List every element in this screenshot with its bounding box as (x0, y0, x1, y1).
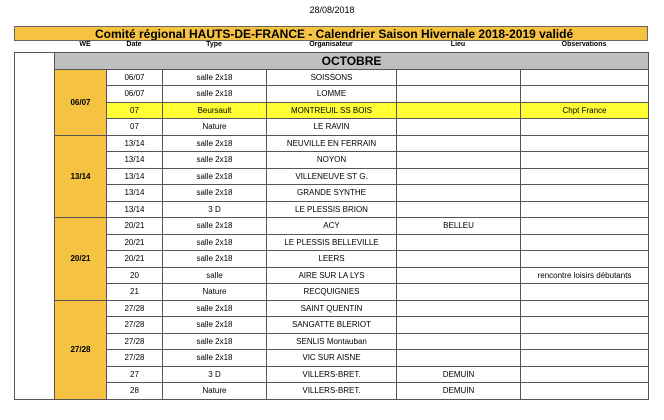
cell-type: salle (163, 267, 267, 284)
print-date: 28/08/2018 (309, 5, 355, 15)
weekend-label: 20/21 (55, 218, 107, 301)
month-row (15, 53, 649, 70)
cell-date: 13/14 (107, 201, 163, 218)
cell-date: 20/21 (107, 234, 163, 251)
cell-lieu (397, 152, 521, 169)
cell-type: salle 2x18 (163, 317, 267, 334)
cell-date: 27/28 (107, 350, 163, 367)
cell-type: Nature (163, 284, 267, 301)
cell-observations (521, 383, 649, 400)
cell-lieu: DEMUIN (397, 366, 521, 383)
cell-lieu (397, 350, 521, 367)
cell-observations: Chpt France (521, 102, 649, 119)
cell-organisateur: NEUVILLE EN FERRAIN (267, 135, 397, 152)
cell-type: Beursault (163, 102, 267, 119)
cell-observations (521, 135, 649, 152)
cell-type: salle 2x18 (163, 350, 267, 367)
cell-date: 20/21 (107, 251, 163, 268)
cell-organisateur: VILLERS-BRET. (267, 366, 397, 383)
cell-organisateur: LE PLESSIS BRION (267, 201, 397, 218)
cell-observations: rencontre loisirs débutants (521, 267, 649, 284)
cell-date: 13/14 (107, 135, 163, 152)
cell-type: Nature (163, 119, 267, 136)
cell-organisateur: LOMME (267, 86, 397, 103)
header-date: Date (126, 41, 142, 48)
table-row (15, 366, 649, 383)
cell-date: 27/28 (107, 300, 163, 317)
cell-observations (521, 185, 649, 202)
table-row (15, 185, 649, 202)
cell-type: salle 2x18 (163, 218, 267, 235)
cell-lieu: DEMUIN (397, 383, 521, 400)
cell-type: salle 2x18 (163, 333, 267, 350)
cell-lieu (397, 284, 521, 301)
cell-type: Nature (163, 383, 267, 400)
cell-lieu: BELLEU (397, 218, 521, 235)
cell-type: salle 2x18 (163, 69, 267, 86)
cell-type: salle 2x18 (163, 135, 267, 152)
table-row (15, 234, 649, 251)
cell-observations (521, 168, 649, 185)
cell-date: 27/28 (107, 317, 163, 334)
calendar-title: Comité régional HAUTS-DE-FRANCE - Calendrier Saison Hivernale 2018-2019 validé (14, 26, 648, 41)
cell-organisateur: RECQUIGNIES (267, 284, 397, 301)
cell-date: 20/21 (107, 218, 163, 235)
cell-date: 06/07 (107, 69, 163, 86)
cell-lieu (397, 234, 521, 251)
cell-lieu (397, 135, 521, 152)
header-we: WE (79, 41, 91, 48)
table-row (15, 168, 649, 185)
cell-observations (521, 317, 649, 334)
cell-organisateur: LE PLESSIS BELLEVILLE (267, 234, 397, 251)
table-row (15, 383, 649, 400)
cell-date: 21 (107, 284, 163, 301)
cell-lieu (397, 317, 521, 334)
cell-date: 07 (107, 102, 163, 119)
table-row (15, 284, 649, 301)
cell-observations (521, 201, 649, 218)
cell-organisateur: VILLENEUVE ST G. (267, 168, 397, 185)
table-row (15, 152, 649, 169)
table-row (15, 119, 649, 136)
cell-organisateur: VIC SUR AISNE (267, 350, 397, 367)
calendar-table (14, 52, 649, 400)
cell-lieu (397, 102, 521, 119)
table-row (15, 135, 649, 152)
cell-organisateur: ACY (267, 218, 397, 235)
table-row (15, 86, 649, 103)
cell-lieu (397, 267, 521, 284)
cell-organisateur: LEERS (267, 251, 397, 268)
table-row (15, 300, 649, 317)
cell-date: 13/14 (107, 168, 163, 185)
cell-date: 06/07 (107, 86, 163, 103)
cell-organisateur: SENLIS Montauban (267, 333, 397, 350)
cell-lieu (397, 185, 521, 202)
month-label: OCTOBRE (55, 53, 649, 70)
cell-lieu (397, 300, 521, 317)
cell-type: salle 2x18 (163, 234, 267, 251)
cell-organisateur: MONTREUIL SS BOIS (267, 102, 397, 119)
cell-type: salle 2x18 (163, 152, 267, 169)
cell-date: 20 (107, 267, 163, 284)
cell-organisateur: AIRE SUR LA LYS (267, 267, 397, 284)
cell-date: 13/14 (107, 152, 163, 169)
cell-organisateur: GRANDE SYNTHE (267, 185, 397, 202)
cell-date: 07 (107, 119, 163, 136)
cell-organisateur: SAINT QUENTIN (267, 300, 397, 317)
cell-observations (521, 333, 649, 350)
table-row (15, 333, 649, 350)
cell-date: 27/28 (107, 333, 163, 350)
cell-organisateur: SOISSONS (267, 69, 397, 86)
cell-observations (521, 284, 649, 301)
table-row (15, 251, 649, 268)
header-lieu: Lieu (450, 41, 466, 48)
cell-observations (521, 218, 649, 235)
weekend-label: 06/07 (55, 69, 107, 135)
cell-observations (521, 366, 649, 383)
cell-lieu (397, 69, 521, 86)
cell-type: 3 D (163, 201, 267, 218)
cell-lieu (397, 119, 521, 136)
cell-observations (521, 69, 649, 86)
left-margin-column (15, 53, 55, 400)
cell-type: 3 D (163, 366, 267, 383)
cell-type: salle 2x18 (163, 168, 267, 185)
table-row (15, 350, 649, 367)
table-row (15, 267, 649, 284)
cell-observations (521, 152, 649, 169)
weekend-label: 27/28 (55, 300, 107, 399)
cell-lieu (397, 201, 521, 218)
cell-type: salle 2x18 (163, 185, 267, 202)
table-row (15, 69, 649, 86)
header-organisateur: Organisateur (309, 41, 353, 48)
table-row (15, 218, 649, 235)
table-row (15, 102, 649, 119)
table-row (15, 317, 649, 334)
header-type: Type (206, 41, 222, 48)
cell-date: 27 (107, 366, 163, 383)
cell-observations (521, 86, 649, 103)
cell-observations (521, 251, 649, 268)
weekend-label: 13/14 (55, 135, 107, 218)
cell-organisateur: LE RAVIN (267, 119, 397, 136)
cell-observations (521, 119, 649, 136)
cell-observations (521, 350, 649, 367)
cell-lieu (397, 333, 521, 350)
cell-observations (521, 234, 649, 251)
header-observations: Observations (561, 41, 607, 48)
cell-date: 13/14 (107, 185, 163, 202)
cell-organisateur: SANGATTE BLERIOT (267, 317, 397, 334)
cell-organisateur: VILLERS-BRET. (267, 383, 397, 400)
cell-lieu (397, 86, 521, 103)
cell-date: 28 (107, 383, 163, 400)
cell-lieu (397, 168, 521, 185)
cell-type: salle 2x18 (163, 251, 267, 268)
table-row (15, 201, 649, 218)
cell-organisateur: NOYON (267, 152, 397, 169)
cell-observations (521, 300, 649, 317)
cell-lieu (397, 251, 521, 268)
cell-type: salle 2x18 (163, 300, 267, 317)
cell-type: salle 2x18 (163, 86, 267, 103)
